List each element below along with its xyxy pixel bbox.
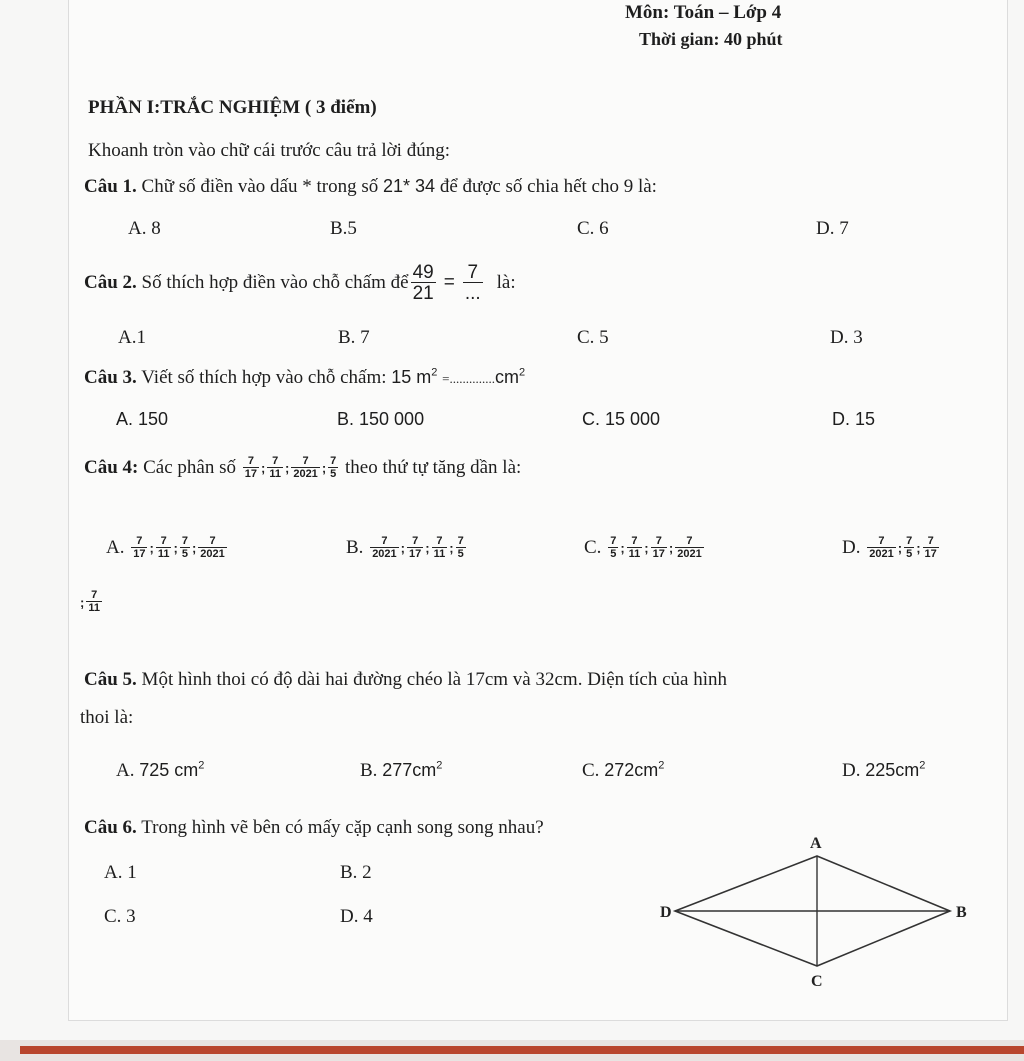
denominator: 5 bbox=[457, 548, 464, 560]
question-5 bbox=[84, 669, 727, 691]
denominator: 17 bbox=[652, 548, 665, 560]
q5-a-letter: A. bbox=[116, 760, 135, 781]
q4-b-letter: B. bbox=[346, 537, 364, 558]
q5-c-exponent: 2 bbox=[658, 759, 665, 772]
denominator: 2021 bbox=[869, 548, 894, 560]
q4-d-cont-numerator: 7 bbox=[91, 589, 98, 601]
numerator: 7 bbox=[457, 535, 464, 547]
q4-d-cont-denominator: 11 bbox=[88, 602, 100, 614]
q4-a-fractions-fraction-2 bbox=[156, 536, 172, 560]
denominator: 17 bbox=[244, 468, 257, 480]
q2-equals: = bbox=[443, 272, 455, 293]
question-3 bbox=[84, 367, 525, 389]
q3-option-a[interactable]: A. 150 bbox=[116, 409, 169, 429]
q4-tail: theo thứ tự tăng dần là: bbox=[345, 457, 522, 478]
numerator: 7 bbox=[436, 535, 443, 547]
q5-d-letter: D. bbox=[842, 760, 861, 781]
q5-option-b[interactable] bbox=[360, 760, 442, 782]
q4-d-fractions-fraction-1 bbox=[867, 536, 895, 560]
q2-f2-numerator: 7 bbox=[467, 262, 479, 283]
question-6 bbox=[84, 817, 544, 839]
numerator: 7 bbox=[631, 535, 638, 547]
q2-f2-denominator: ... bbox=[464, 283, 481, 304]
numerator: 7 bbox=[686, 535, 693, 547]
fraction-separator: ; bbox=[916, 540, 921, 556]
q5-label: Câu 5. bbox=[84, 669, 137, 690]
q4-c-fractions-fraction-4 bbox=[675, 536, 703, 560]
q4-fraction-sequence-fraction-4 bbox=[328, 456, 338, 480]
q3-unit-exponent: 2 bbox=[519, 366, 526, 379]
q4-option-c[interactable] bbox=[584, 528, 706, 568]
denominator: 2021 bbox=[372, 548, 397, 560]
numerator: 7 bbox=[272, 455, 279, 467]
numerator: 7 bbox=[878, 535, 885, 547]
q4-b-fractions-fraction-1 bbox=[370, 536, 398, 560]
q4-b-fractions-fraction-4 bbox=[456, 536, 466, 560]
q3-value-exponent: 2 bbox=[431, 366, 438, 379]
q2-f1-numerator: 49 bbox=[412, 262, 434, 283]
q5-b-letter: B. bbox=[360, 760, 378, 781]
denominator: 11 bbox=[157, 548, 170, 560]
fraction-separator: ; bbox=[400, 540, 406, 556]
fraction-separator: ; bbox=[321, 460, 327, 476]
q4-d-letter: D. bbox=[842, 537, 861, 558]
q5-text: Một hình thoi có độ dài hai đường chéo là 17cm và 32cm. Diện tích của hình bbox=[141, 669, 728, 690]
fraction-separator: ; bbox=[449, 540, 454, 556]
q1-tail: để được số chia hết cho 9 là: bbox=[439, 176, 657, 197]
numerator: 7 bbox=[927, 535, 934, 547]
denominator: 5 bbox=[181, 548, 188, 560]
q4-c-fractions-fraction-3 bbox=[651, 536, 667, 560]
numerator: 7 bbox=[302, 455, 309, 467]
q5-d-exponent: 2 bbox=[919, 759, 926, 772]
q3-unit: cm bbox=[495, 367, 520, 387]
q4-a-fractions-fraction-3 bbox=[180, 536, 190, 560]
q1-label: Câu 1. bbox=[84, 176, 137, 197]
vertex-a-label: A bbox=[810, 835, 822, 852]
q4-option-a[interactable] bbox=[106, 528, 229, 568]
q4-text: Các phân số bbox=[143, 457, 236, 478]
q2-fraction-1 bbox=[411, 263, 436, 303]
q5-b-exponent: 2 bbox=[436, 759, 443, 772]
numerator: 7 bbox=[160, 535, 167, 547]
q6-option-d[interactable]: D. 4 bbox=[340, 906, 373, 927]
q4-a-fractions-fraction-1 bbox=[131, 536, 147, 560]
q4-option-d-continued bbox=[80, 582, 104, 622]
numerator: 7 bbox=[181, 535, 188, 547]
q4-d-fractions-fraction-2 bbox=[904, 536, 914, 560]
q3-option-b[interactable]: B. 150 000 bbox=[337, 409, 425, 429]
q4-a-fractions-fraction-4 bbox=[198, 536, 226, 560]
q4-c-fractions-fraction-1 bbox=[608, 536, 618, 560]
vertex-d-label: D bbox=[660, 904, 672, 921]
q4-a-letter: A. bbox=[106, 537, 125, 558]
subject-heading: Môn: Toán – Lớp 4 bbox=[625, 2, 782, 23]
fraction-separator: ; bbox=[620, 540, 625, 556]
question-1 bbox=[84, 176, 657, 198]
rhombus-figure bbox=[650, 826, 980, 996]
numerator: 7 bbox=[136, 535, 143, 547]
q3-text: Viết số thích hợp vào chỗ chấm: bbox=[141, 367, 387, 388]
denominator: 11 bbox=[433, 548, 446, 560]
denominator: 11 bbox=[269, 468, 281, 480]
numerator: 7 bbox=[330, 455, 337, 467]
time-heading: Thời gian: 40 phút bbox=[639, 29, 783, 49]
q4-b-fractions bbox=[368, 536, 468, 560]
denominator: 2021 bbox=[677, 548, 702, 560]
q4-b-fractions-fraction-2 bbox=[407, 536, 423, 560]
q6-option-c[interactable]: C. 3 bbox=[104, 906, 136, 927]
fraction-separator: ; bbox=[173, 540, 178, 556]
numerator: 7 bbox=[610, 535, 617, 547]
q2-fraction-2 bbox=[463, 263, 483, 303]
q1-option-d[interactable]: D. 7 bbox=[816, 218, 849, 239]
vertex-b-label: B bbox=[956, 904, 967, 921]
q4-d-cont-fraction bbox=[86, 590, 102, 614]
fraction-separator: ; bbox=[425, 540, 430, 556]
q4-d-fractions-fraction-3 bbox=[923, 536, 939, 560]
q2-f1-denominator: 21 bbox=[412, 283, 434, 304]
q2-option-a[interactable]: A.1 bbox=[118, 327, 146, 348]
q2-option-d[interactable]: D. 3 bbox=[830, 327, 863, 348]
q4-d-cont-separator: ; bbox=[80, 594, 85, 610]
q6-option-b[interactable]: B. 2 bbox=[340, 862, 372, 883]
denominator: 5 bbox=[610, 548, 617, 560]
q4-option-d[interactable] bbox=[842, 528, 941, 568]
denominator: 5 bbox=[330, 468, 337, 480]
q6-text: Trong hình vẽ bên có mấy cặp cạnh song song nhau? bbox=[141, 817, 544, 838]
q4-d-fractions bbox=[865, 536, 941, 560]
q3-option-c[interactable]: C. 15 000 bbox=[582, 409, 661, 429]
q5-b-value: 277cm bbox=[382, 760, 437, 780]
fraction-separator: ; bbox=[261, 460, 266, 476]
denominator: 2021 bbox=[293, 468, 318, 480]
q5-option-a[interactable] bbox=[116, 760, 204, 782]
bottom-rule bbox=[20, 1046, 1024, 1054]
numerator: 7 bbox=[655, 535, 662, 547]
q5-option-d[interactable] bbox=[842, 760, 925, 782]
q4-a-fractions bbox=[129, 536, 229, 560]
q5-d-value: 225cm bbox=[865, 760, 920, 780]
q1-number: 21* 34 bbox=[383, 176, 436, 196]
q4-b-fractions-fraction-3 bbox=[432, 536, 448, 560]
q4-fraction-sequence bbox=[241, 456, 341, 480]
q1-text: Chữ số điền vào dấu * trong số bbox=[141, 176, 379, 197]
question-4 bbox=[84, 448, 521, 488]
q5-c-letter: C. bbox=[582, 760, 600, 781]
vertex-c-label: C bbox=[811, 973, 823, 990]
part-title: PHẦN I:TRẮC NGHIỆM ( 3 điểm) bbox=[88, 97, 377, 118]
q6-option-a[interactable]: A. 1 bbox=[104, 862, 137, 883]
q2-option-c[interactable]: C. 5 bbox=[577, 327, 609, 348]
q4-c-fractions bbox=[606, 536, 706, 560]
q4-option-b[interactable] bbox=[346, 528, 468, 568]
fraction-separator: ; bbox=[668, 540, 674, 556]
q5-a-exponent: 2 bbox=[198, 759, 205, 772]
numerator: 7 bbox=[412, 535, 419, 547]
q3-label: Câu 3. bbox=[84, 367, 137, 388]
q5-c-value: 272cm bbox=[604, 760, 659, 780]
q3-dots: =.............. bbox=[442, 371, 496, 386]
instruction: Khoanh tròn vào chữ cái trước câu trả lời đúng: bbox=[88, 140, 450, 161]
q1-option-b[interactable]: B.5 bbox=[330, 218, 357, 239]
fraction-separator: ; bbox=[149, 540, 154, 556]
q5-option-c[interactable] bbox=[582, 760, 664, 782]
q1-option-a[interactable]: A. 8 bbox=[128, 218, 161, 239]
numerator: 7 bbox=[247, 455, 254, 467]
denominator: 17 bbox=[133, 548, 146, 560]
fraction-separator: ; bbox=[191, 540, 197, 556]
q5-a-value: 725 cm bbox=[139, 760, 199, 780]
q3-option-d[interactable]: D. 15 bbox=[832, 409, 876, 429]
denominator: 17 bbox=[409, 548, 422, 560]
numerator: 7 bbox=[381, 535, 388, 547]
q4-fraction-sequence-fraction-1 bbox=[243, 456, 259, 480]
q3-value: 15 m bbox=[391, 367, 432, 387]
fraction-separator: ; bbox=[284, 460, 290, 476]
q2-text: Số thích hợp điền vào chỗ chấm để bbox=[141, 272, 409, 293]
q4-fraction-sequence-fraction-2 bbox=[267, 456, 283, 480]
denominator: 5 bbox=[906, 548, 913, 560]
q4-fraction-sequence-fraction-3 bbox=[291, 456, 319, 480]
denominator: 2021 bbox=[200, 548, 225, 560]
q4-c-letter: C. bbox=[584, 537, 602, 558]
fraction-separator: ; bbox=[644, 540, 649, 556]
q2-label: Câu 2. bbox=[84, 272, 137, 293]
numerator: 7 bbox=[906, 535, 913, 547]
q4-c-fractions-fraction-2 bbox=[627, 536, 643, 560]
q4-label: Câu 4: bbox=[84, 457, 139, 478]
q6-label: Câu 6. bbox=[84, 817, 137, 838]
q5-text-line-2: thoi là: bbox=[80, 707, 134, 728]
denominator: 17 bbox=[924, 548, 937, 560]
numerator: 7 bbox=[209, 535, 216, 547]
question-2 bbox=[84, 256, 516, 310]
q2-tail: là: bbox=[496, 272, 516, 293]
fraction-separator: ; bbox=[897, 540, 903, 556]
denominator: 11 bbox=[628, 548, 641, 560]
q1-option-c[interactable]: C. 6 bbox=[577, 218, 609, 239]
q2-option-b[interactable]: B. 7 bbox=[338, 327, 370, 348]
